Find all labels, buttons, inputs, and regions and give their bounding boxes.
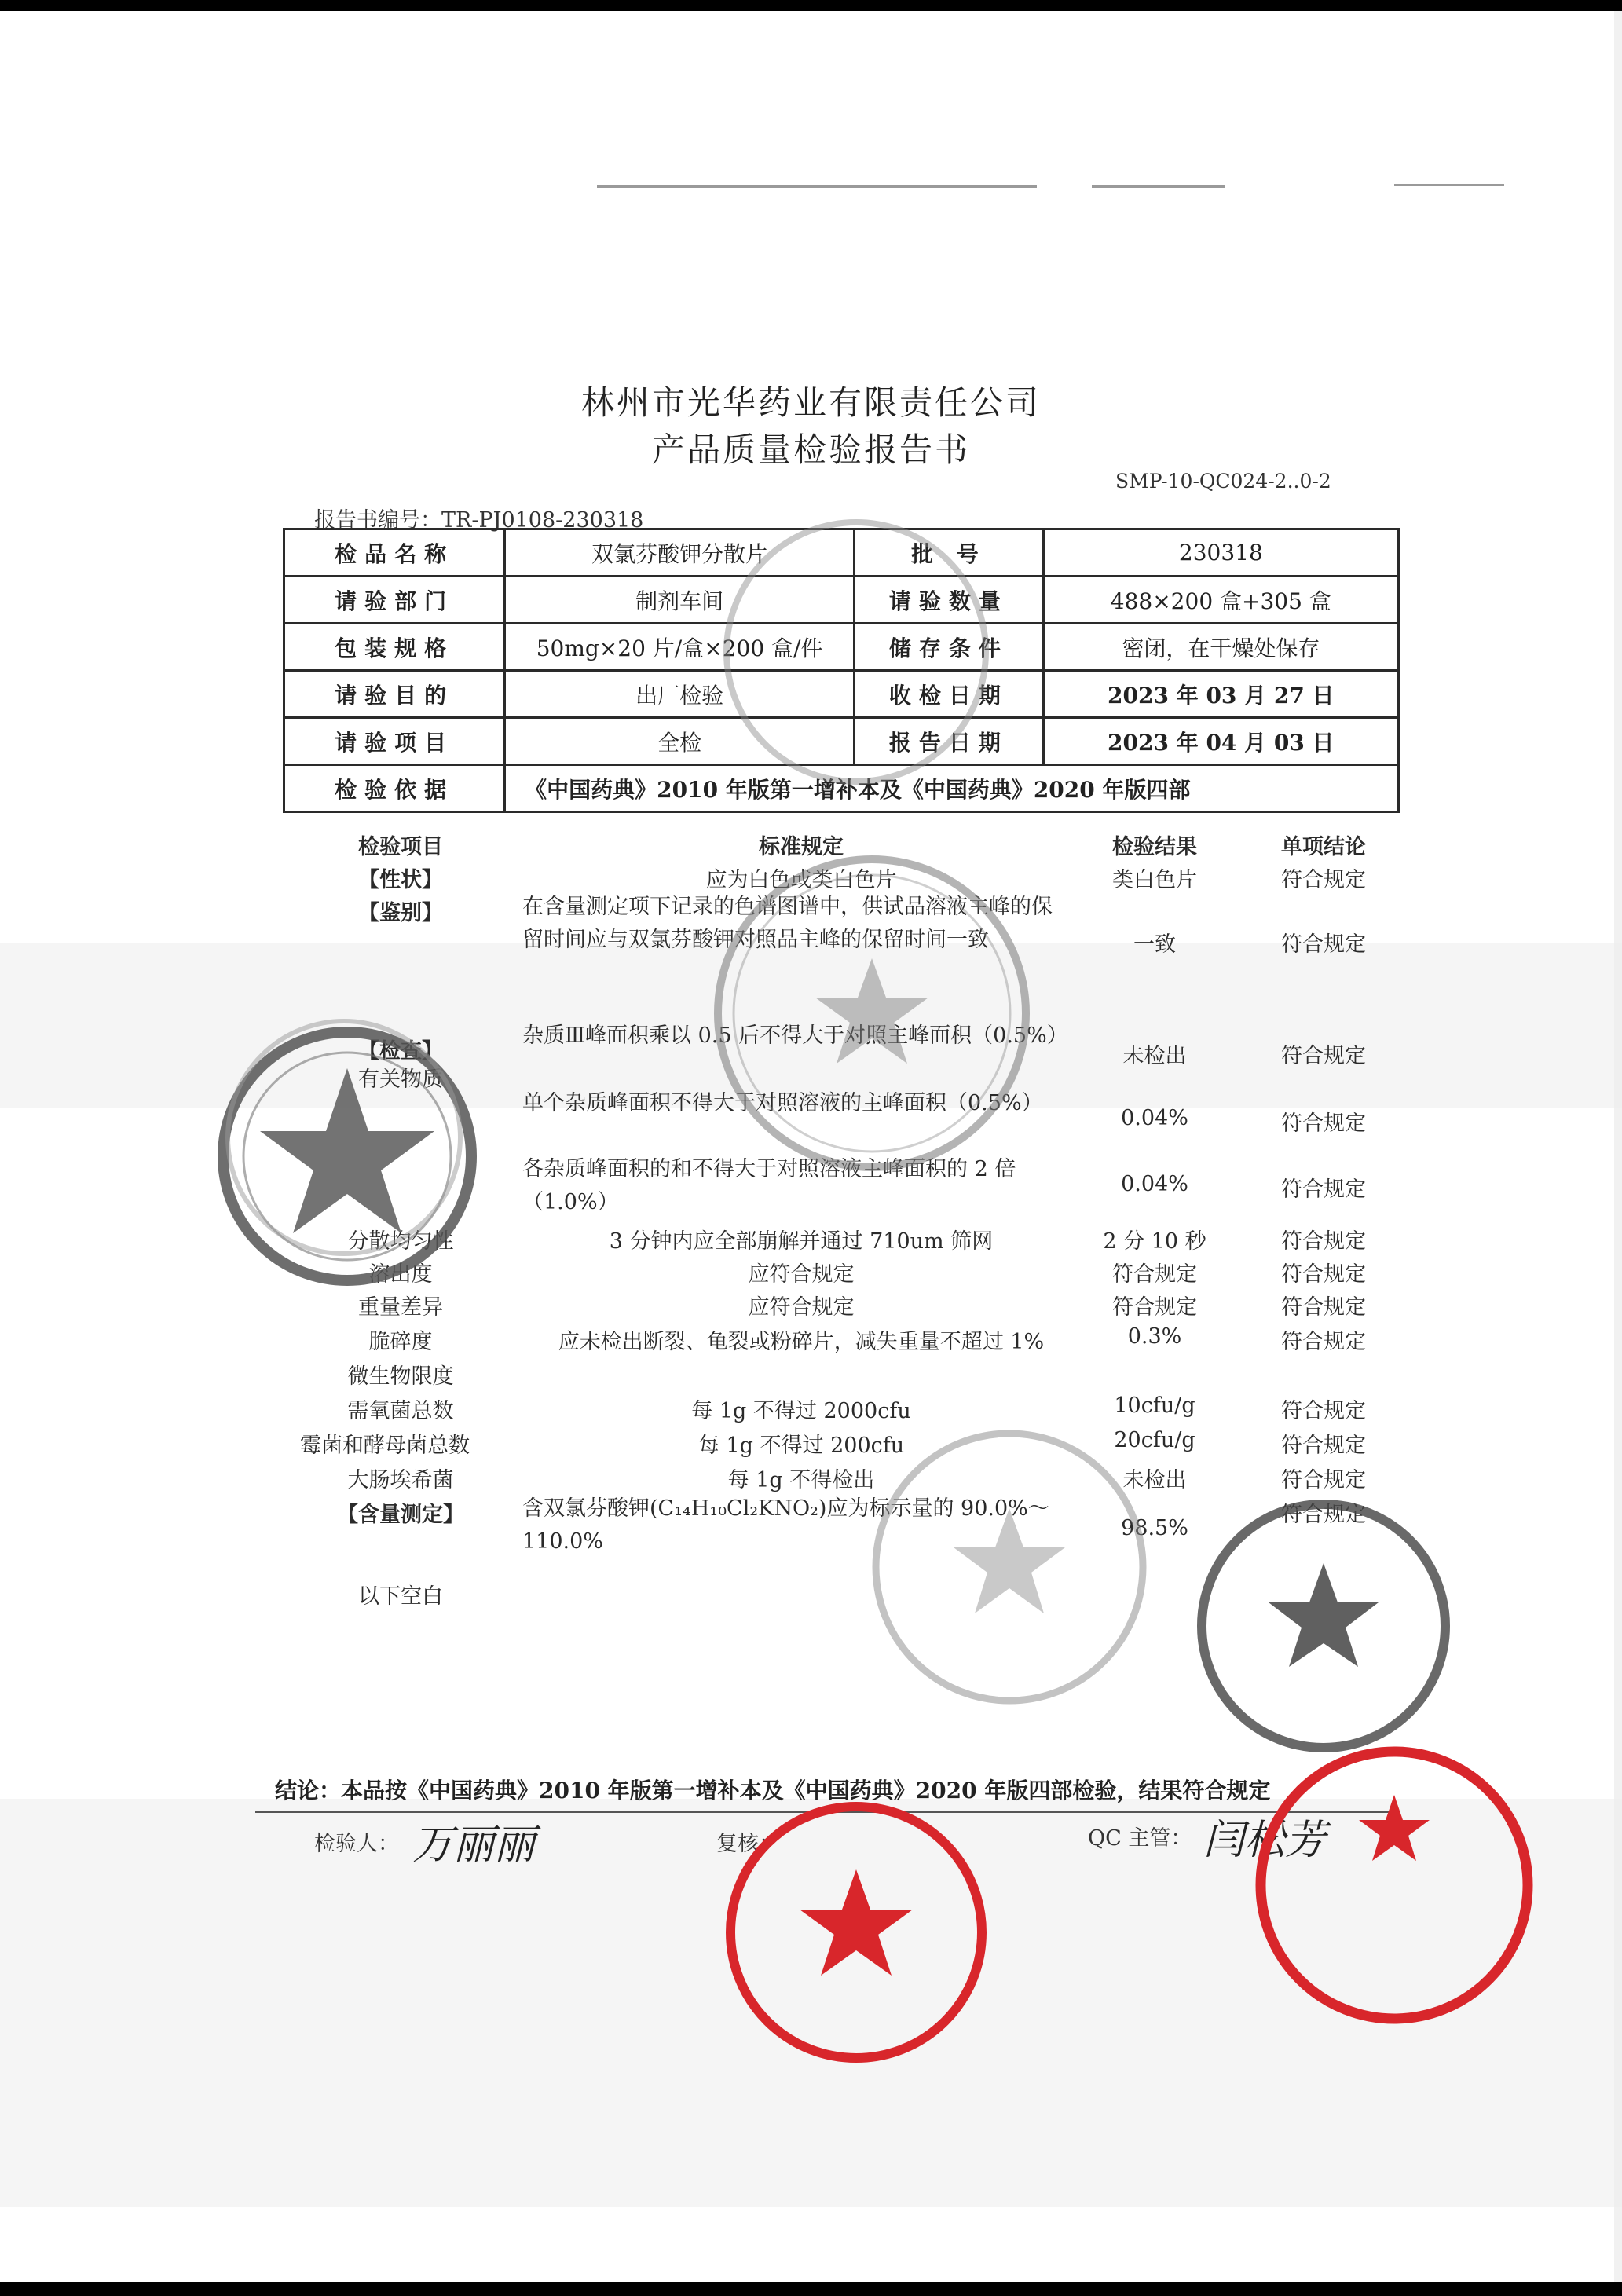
pack-label: 包装规格: [284, 624, 505, 671]
con-weight-variation: 符合规定: [1281, 1295, 1366, 1320]
blank-below-note: 以下空白: [358, 1584, 443, 1609]
con-mold-yeast: 符合规定: [1281, 1434, 1366, 1458]
storage-value: 密闭，在干燥处保存: [1043, 624, 1398, 671]
pack-value: 50mg×20 片/盒×200 盒/件: [505, 624, 855, 671]
std-dissolution: 应符合规定: [748, 1262, 855, 1287]
reviewer-label: 复核：: [716, 1832, 780, 1856]
scan-top-border: [0, 0, 1622, 11]
con-single-impurity: 符合规定: [1281, 1111, 1366, 1136]
std-appearance: 应为白色或类白色片: [705, 868, 897, 892]
std-mold-yeast: 每 1g 不得过 200cfu: [697, 1434, 905, 1458]
val-dissolution: 符合规定: [1112, 1262, 1197, 1287]
item-related-substances: 有关物质: [358, 1067, 443, 1092]
inspector-signature: 万丽丽: [412, 1822, 536, 1869]
item-friability: 脆碎度: [368, 1330, 433, 1354]
std-assay: 含双氯芬酸钾(C₁₄H₁₀Cl₂KNO₂)应为标示量的 90.0%～110.0%: [522, 1496, 1049, 1554]
name-value: 双氯芬酸钾分散片: [505, 529, 855, 577]
con-dispersion: 符合规定: [1281, 1229, 1366, 1254]
stamp-red-right: [1249, 1740, 1540, 2031]
item-tests: 【检查】: [358, 1039, 443, 1064]
report-date-label: 报告日期: [855, 718, 1044, 765]
stamp-gray-center: [707, 848, 1037, 1178]
col-standard-header: 标准规定: [759, 835, 844, 859]
receive-date-label: 收检日期: [855, 671, 1044, 718]
val-total-impurity: 0.04%: [1121, 1172, 1188, 1196]
stamp-red-center: [719, 1795, 994, 2070]
item-microbial-limit: 微生物限度: [347, 1364, 454, 1389]
val-assay: 98.5%: [1121, 1516, 1188, 1540]
item-identification: 【鉴别】: [358, 901, 443, 925]
stamp-faint-overlap: [218, 1012, 470, 1263]
document-code: SMP-10-QC024-2..0-2: [1115, 470, 1331, 493]
std-weight-variation: 应符合规定: [748, 1295, 855, 1320]
item-dissolution: 溶出度: [368, 1262, 433, 1287]
con-dissolution: 符合规定: [1281, 1262, 1366, 1287]
std-aerobic-count: 每 1g 不得过 2000cfu: [691, 1399, 911, 1423]
purpose-label: 请验目的: [284, 671, 505, 718]
batch-value: 230318: [1043, 529, 1398, 577]
storage-label: 储存条件: [855, 624, 1044, 671]
std-total-impurity: 各杂质峰面积的和不得大于对照溶液主峰面积的 2 倍（1.0%）: [522, 1157, 1016, 1214]
con-friability: 符合规定: [1281, 1330, 1366, 1354]
col-result-header: 检验结果: [1112, 835, 1197, 859]
conclusion: 结论：本品按《中国药典》2010 年版第一增补本及《中国药典》2020 年版四部检验，结果符合规定: [275, 1778, 1271, 1803]
name-label: 检品名称: [284, 529, 505, 577]
con-appearance: 符合规定: [1281, 868, 1366, 892]
item-dispersion: 分散均匀性: [347, 1229, 454, 1254]
val-appearance: 类白色片: [1112, 868, 1197, 892]
qty-value: 488×200 盒+305 盒: [1043, 577, 1398, 624]
con-total-impurity: 符合规定: [1281, 1177, 1366, 1202]
qc-label: QC 主管：: [1088, 1826, 1192, 1851]
val-mold-yeast: 20cfu/g: [1114, 1428, 1195, 1452]
scan-line: [1394, 184, 1504, 186]
std-identification: 在含量测定项下记录的色谱图谱中，供试品溶液主峰的保留时间应与双氯芬酸钾对照品主峰的保留时间一致: [522, 895, 1053, 952]
report-number: 报告书编号：TR-PJ0108-230318: [314, 508, 644, 533]
dept-value: 制剂车间: [505, 577, 855, 624]
val-aerobic-count: 10cfu/g: [1114, 1393, 1195, 1418]
con-assay: 符合规定: [1281, 1503, 1366, 1527]
std-friability: 应未检出断裂、龟裂或粉碎片，减失重量不超过 1%: [558, 1330, 1045, 1354]
scan-line: [1092, 185, 1225, 188]
scan-line: [597, 185, 1037, 188]
purpose-value: 出厂检验: [505, 671, 855, 718]
receive-date-value: 2023 年 03 月 27 日: [1043, 671, 1398, 718]
con-impurity-iii: 符合规定: [1281, 1044, 1366, 1068]
item-mold-yeast: 霉菌和酵母菌总数: [300, 1434, 470, 1458]
val-dispersion: 2 分 10 秒: [1103, 1229, 1206, 1254]
inspector-label: 检验人：: [314, 1832, 399, 1856]
val-impurity-iii: 未检出: [1122, 1044, 1187, 1068]
std-single-impurity: 单个杂质峰面积不得大于对照溶液的主峰面积（0.5%）: [522, 1091, 1043, 1115]
company-name: 林州市光华药业有限责任公司: [580, 383, 1041, 422]
col-item-header: 检验项目: [358, 835, 443, 859]
scan-bottom-border: [0, 2282, 1622, 2296]
std-impurity-iii: 杂质Ⅲ峰面积乘以 0.5 后不得大于对照主峰面积（0.5%）: [522, 1023, 1068, 1048]
std-ecoli: 每 1g 不得检出: [727, 1468, 875, 1492]
con-ecoli: 符合规定: [1281, 1468, 1366, 1492]
items-label: 请验项目: [284, 718, 505, 765]
stamp-gray-inspection: [864, 1422, 1155, 1712]
item-ecoli: 大肠埃希菌: [347, 1468, 454, 1492]
val-single-impurity: 0.04%: [1121, 1106, 1188, 1130]
val-friability: 0.3%: [1127, 1324, 1182, 1349]
val-identification: 一致: [1133, 932, 1176, 957]
stamp-gray-top: [715, 511, 998, 793]
col-conclusion-header: 单项结论: [1281, 835, 1366, 859]
items-value: 全检: [505, 718, 855, 765]
document-title: 产品质量检验报告书: [651, 430, 970, 469]
val-ecoli: 未检出: [1122, 1468, 1187, 1492]
batch-label: 批 号: [855, 529, 1044, 577]
std-dispersion: 3 分钟内应全部崩解并通过 710um 筛网: [609, 1229, 994, 1254]
dept-label: 请验部门: [284, 577, 505, 624]
val-weight-variation: 符合规定: [1112, 1295, 1197, 1320]
con-identification: 符合规定: [1281, 932, 1366, 957]
basis-value: 《中国药典》2010 年版第一增补本及《中国药典》2020 年版四部: [505, 765, 1399, 812]
report-date-value: 2023 年 04 月 03 日: [1043, 718, 1398, 765]
item-weight-variation: 重量差异: [358, 1295, 443, 1320]
basis-label: 检验依据: [284, 765, 505, 812]
item-assay: 【含量测定】: [337, 1503, 464, 1527]
qc-signature: 闫松芳: [1203, 1817, 1327, 1864]
item-appearance: 【性状】: [358, 868, 443, 892]
item-aerobic-count: 需氧菌总数: [347, 1399, 454, 1423]
con-aerobic-count: 符合规定: [1281, 1399, 1366, 1423]
stamp-gray-right: [1190, 1492, 1457, 1760]
qty-label: 请验数量: [855, 577, 1044, 624]
